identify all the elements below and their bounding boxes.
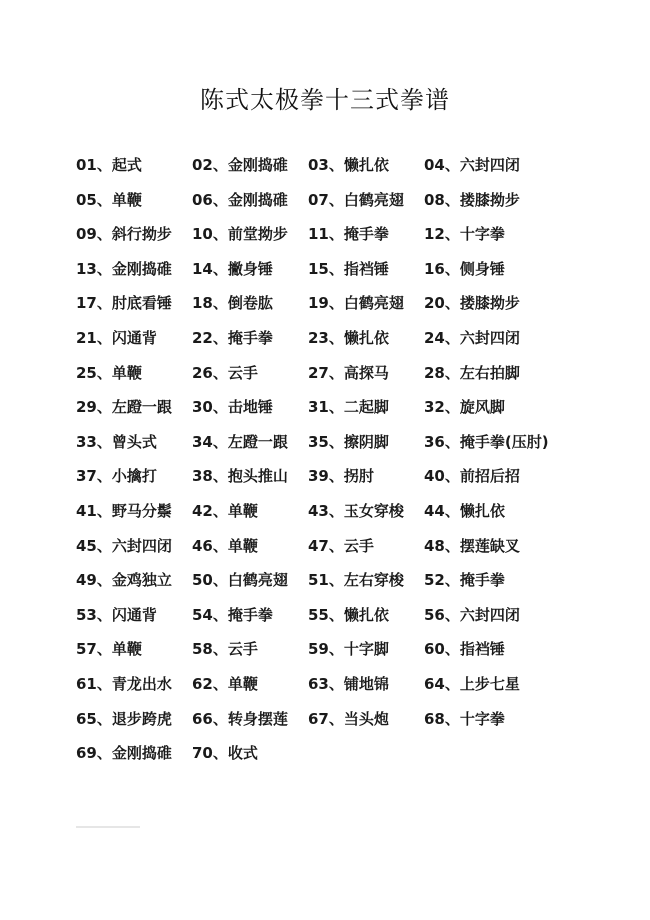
move-item: 69、金刚捣碓 [76,744,172,763]
move-item: 29、左蹬一跟 [76,398,172,417]
move-item: 31、二起脚 [308,398,389,417]
move-item: 11、掩手拳 [308,225,389,244]
move-item: 70、收式 [192,744,258,763]
move-item: 40、前招后招 [424,467,520,486]
move-item: 44、懒扎依 [424,501,505,520]
move-item: 60、指裆锤 [424,640,505,659]
moves-grid [76,148,616,771]
move-item: 20、搂膝拗步 [424,294,520,313]
move-item: 07、白鹤亮翅 [308,190,404,209]
move-item: 36、掩手拳(压肘) [424,432,549,451]
move-item: 45、六封四闭 [76,536,172,555]
move-item: 64、上步七星 [424,674,520,693]
move-item: 68、十字拳 [424,709,505,728]
move-item: 34、左蹬一跟 [192,432,288,451]
move-item: 04、六封四闭 [424,156,520,174]
move-item: 32、旋风脚 [424,398,505,417]
move-item: 28、左右拍脚 [424,363,520,382]
move-item: 22、掩手拳 [192,328,273,347]
move-item: 16、侧身锤 [424,259,505,278]
move-item: 52、掩手拳 [424,571,505,590]
move-item: 54、掩手拳 [192,605,273,624]
move-item: 53、闪通背 [76,605,157,624]
move-item: 37、小擒打 [76,467,157,486]
move-item: 27、高探马 [308,363,389,382]
move-item: 19、白鹤亮翅 [308,294,404,313]
move-item: 35、擦阴脚 [308,432,389,451]
move-item: 13、金刚捣碓 [76,259,172,278]
move-item: 18、倒卷肱 [192,294,273,313]
move-item: 41、野马分鬃 [76,501,172,520]
move-item: 63、铺地锦 [308,674,389,693]
move-item: 30、击地锤 [192,398,273,417]
move-item: 33、曾头式 [76,432,157,451]
move-item: 06、金刚捣碓 [192,190,288,209]
move-item: 48、摆莲缺叉 [424,536,520,555]
move-item: 39、拐肘 [308,467,374,486]
move-item: 10、前堂拗步 [192,225,288,244]
move-item: 46、单鞭 [192,536,258,555]
move-item: 17、肘底看锤 [76,294,172,313]
move-item: 24、六封四闭 [424,328,520,347]
page-title: 陈式太极拳十三式拳谱 [200,86,450,114]
move-item: 05、单鞭 [76,190,142,209]
move-item: 38、抱头推山 [192,467,288,486]
move-item: 67、当头炮 [308,709,389,728]
move-item: 26、云手 [192,363,258,382]
move-item: 51、左右穿梭 [308,571,404,590]
move-item: 58、云手 [192,640,258,659]
move-item: 14、撇身锤 [192,259,273,278]
move-item: 61、青龙出水 [76,674,172,693]
move-item: 57、单鞭 [76,640,142,659]
move-item: 66、转身摆莲 [192,709,288,728]
move-item: 42、单鞭 [192,501,258,520]
move-item: 59、十字脚 [308,640,389,659]
move-item: 55、懒扎依 [308,605,389,624]
move-item: 15、指裆锤 [308,259,389,278]
move-item: 25、单鞭 [76,363,142,382]
move-item: 47、云手 [308,536,374,555]
move-item: 01、起式 [76,156,142,174]
move-item: 62、单鞭 [192,674,258,693]
move-item: 21、闪通背 [76,328,157,347]
move-item: 09、斜行拗步 [76,225,172,244]
move-item: 50、白鹤亮翅 [192,571,288,590]
move-item: 43、玉女穿梭 [308,501,404,520]
move-item: 12、十字拳 [424,225,505,244]
move-item: 23、懒扎依 [308,328,389,347]
move-item: 02、金刚捣碓 [192,156,288,174]
move-item: 56、六封四闭 [424,605,520,624]
faint-footer-mark [76,826,140,828]
move-item: 03、懒扎依 [308,156,389,174]
move-item: 65、退步跨虎 [76,709,172,728]
move-item: 49、金鸡独立 [76,571,172,590]
move-item: 08、搂膝拗步 [424,190,520,209]
